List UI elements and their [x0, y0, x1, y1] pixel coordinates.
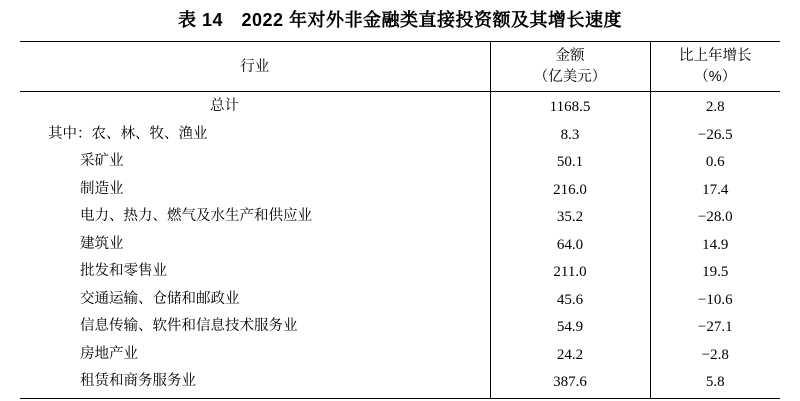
row-amount: 24.2 [490, 342, 650, 370]
row-label: 批发和零售业 [80, 263, 167, 280]
row-amount: 35.2 [490, 204, 650, 232]
row-label: 总计 [210, 98, 239, 115]
row-growth: −10.6 [650, 287, 780, 315]
table-title: 表 14 2022 年对外非金融类直接投资额及其增长速度 [177, 10, 623, 30]
table-row [20, 122, 780, 150]
row-amount: 1168.5 [490, 92, 650, 122]
table-row [20, 177, 780, 205]
row-growth: 17.4 [650, 177, 780, 205]
column-header-growth: 比上年增长 （%） [650, 42, 780, 92]
table-row [20, 149, 780, 177]
row-label: 制造业 [80, 180, 124, 197]
table-row [20, 369, 780, 398]
row-amount: 64.0 [490, 232, 650, 260]
column-header-amount: 金额 （亿美元） [490, 42, 650, 92]
row-amount: 211.0 [490, 259, 650, 287]
table-row [20, 342, 780, 370]
row-growth: 5.8 [650, 369, 780, 398]
table-row [20, 287, 780, 315]
row-label: 电力、热力、燃气及水生产和供应业 [80, 208, 312, 225]
table-row [20, 92, 780, 122]
table-body [20, 92, 780, 398]
table-row [20, 314, 780, 342]
row-growth: −27.1 [650, 314, 780, 342]
row-label: 信息传输、软件和信息技术服务业 [80, 318, 298, 335]
statistics-table [20, 41, 780, 398]
row-label: 其中：农、林、牧、渔业 [48, 125, 208, 142]
row-amount: 8.3 [490, 122, 650, 150]
row-amount: 50.1 [490, 149, 650, 177]
row-label: 房地产业 [80, 345, 138, 362]
table-bottom-rule [20, 398, 780, 399]
row-growth: 14.9 [650, 232, 780, 260]
row-label: 采矿业 [80, 153, 124, 170]
row-label: 租赁和商务服务业 [80, 373, 196, 390]
row-growth: 2.8 [650, 92, 780, 122]
row-growth: −26.5 [650, 122, 780, 150]
row-label: 交通运输、仓储和邮政业 [80, 290, 240, 307]
row-amount: 54.9 [490, 314, 650, 342]
row-label: 建筑业 [80, 235, 124, 252]
row-growth: 19.5 [650, 259, 780, 287]
row-growth: −2.8 [650, 342, 780, 370]
row-amount: 45.6 [490, 287, 650, 315]
row-amount: 216.0 [490, 177, 650, 205]
column-header-industry: 行业 [20, 42, 490, 92]
row-growth: −28.0 [650, 204, 780, 232]
table-header-row [20, 42, 780, 92]
table-row [20, 204, 780, 232]
row-amount: 387.6 [490, 369, 650, 398]
table-header [20, 42, 780, 92]
row-growth: 0.6 [650, 149, 780, 177]
table-row [20, 232, 780, 260]
table-row [20, 259, 780, 287]
